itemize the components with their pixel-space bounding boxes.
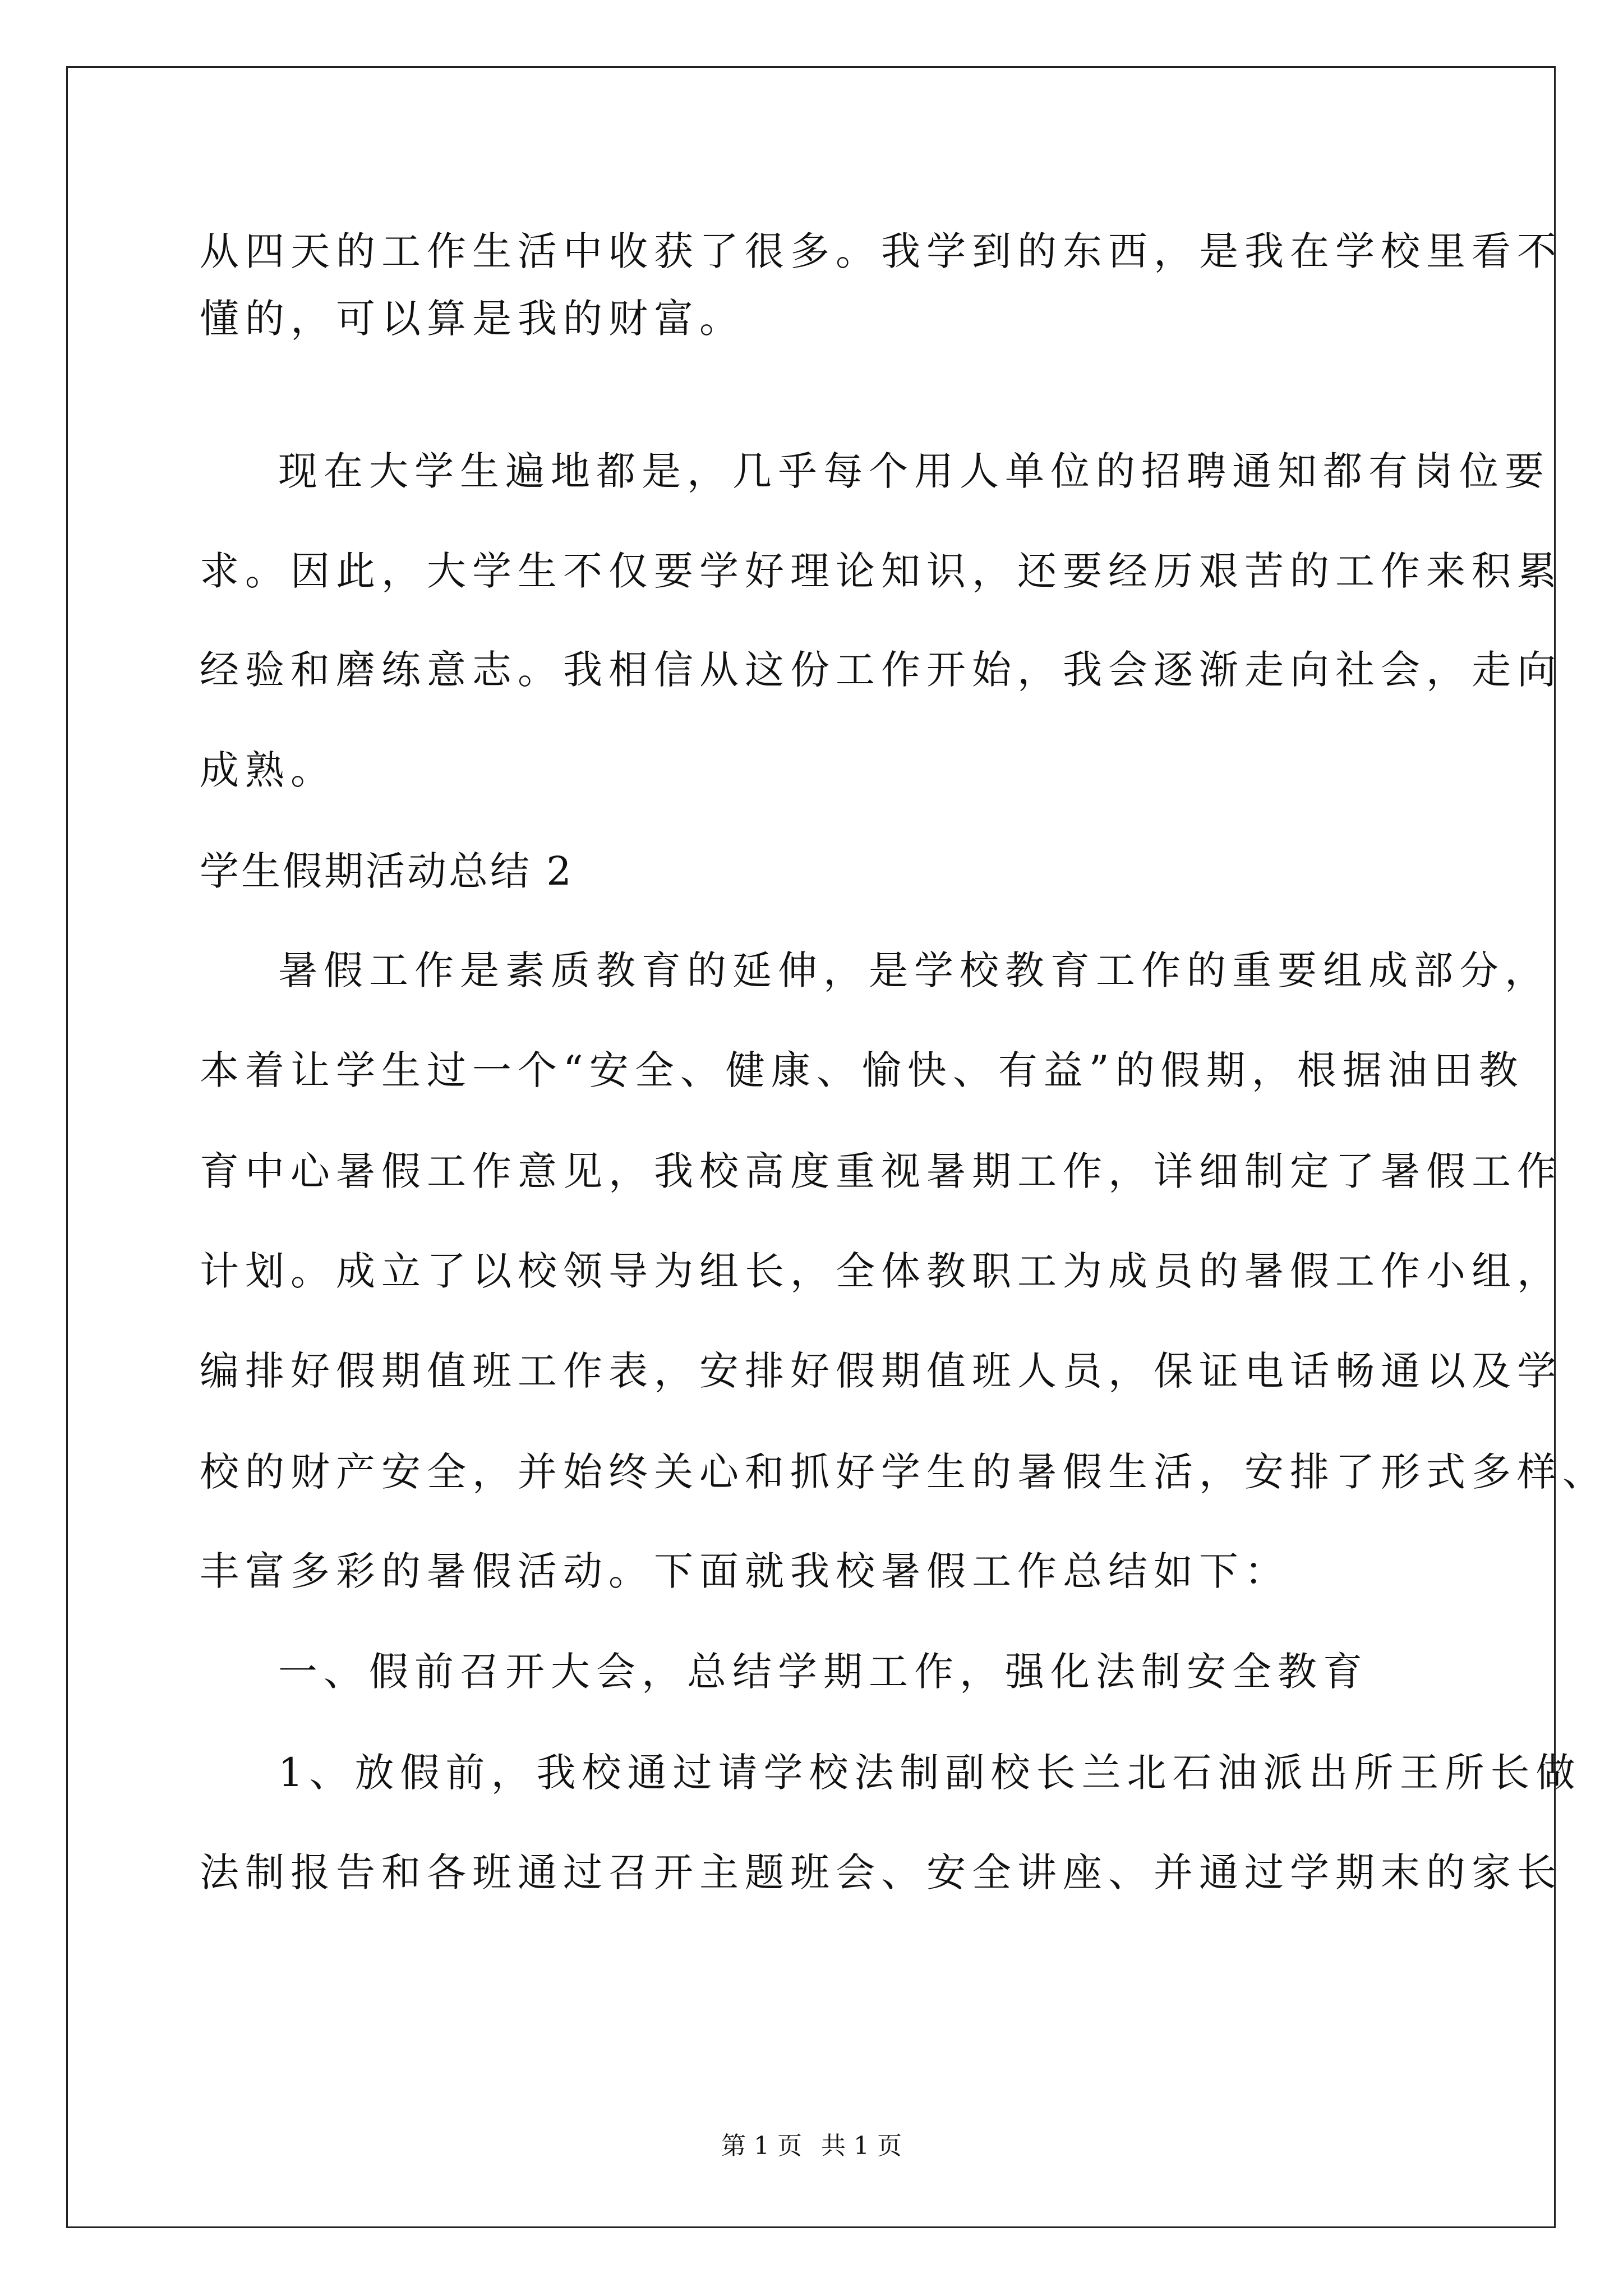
body-line: 懂的，可以算是我的财富。 [200, 296, 745, 342]
body-line: 现在大学生遍地都是，几乎每个用人单位的招聘通知都有岗位要 [278, 448, 1550, 494]
body-line: 编排好假期值班工作表，安排好假期值班人员，保证电话畅通以及学 [200, 1348, 1562, 1394]
body-line: 经验和磨练意志。我相信从这份工作开始，我会逐渐走向社会，走向 [200, 647, 1562, 693]
body-line: 成熟。 [200, 747, 336, 793]
list-heading: 一、假前召开大会，总结学期工作，强化法制安全教育 [278, 1649, 1368, 1695]
body-line: 本着让学生过一个“安全、健康、愉快、有益”的假期，根据油田教 [200, 1047, 1524, 1093]
body-line: 1、放假前，我校通过请学校法制副校长兰北石油派出所王所长做 [278, 1750, 1581, 1796]
page-total: 共 1 页 [821, 2132, 902, 2160]
body-line: 计划。成立了以校领导为组长，全体教职工为成员的暑假工作小组， [200, 1248, 1562, 1294]
body-line: 丰富多彩的暑假活动。下面就我校暑假工作总结如下： [200, 1548, 1290, 1594]
page-footer [0, 2129, 1623, 2163]
body-line: 育中心暑假工作意见，我校高度重视暑期工作，详细制定了暑假工作 [200, 1148, 1562, 1194]
page-number: 第 1 页 [721, 2132, 802, 2160]
body-line: 从四天的工作生活中收获了很多。我学到的东西，是我在学校里看不 [200, 228, 1562, 274]
section-heading: 学生假期活动总结 2 [200, 848, 574, 894]
body-line: 暑假工作是素质教育的延伸，是学校教育工作的重要组成部分， [278, 947, 1550, 993]
body-line: 求。因此，大学生不仅要学好理论知识，还要经历艰苦的工作来积累 [200, 548, 1562, 594]
body-line: 校的财产安全，并始终关心和抓好学生的暑假生活，安排了形式多样、 [200, 1449, 1608, 1495]
body-line: 法制报告和各班通过召开主题班会、安全讲座、并通过学期末的家长 [200, 1849, 1562, 1895]
